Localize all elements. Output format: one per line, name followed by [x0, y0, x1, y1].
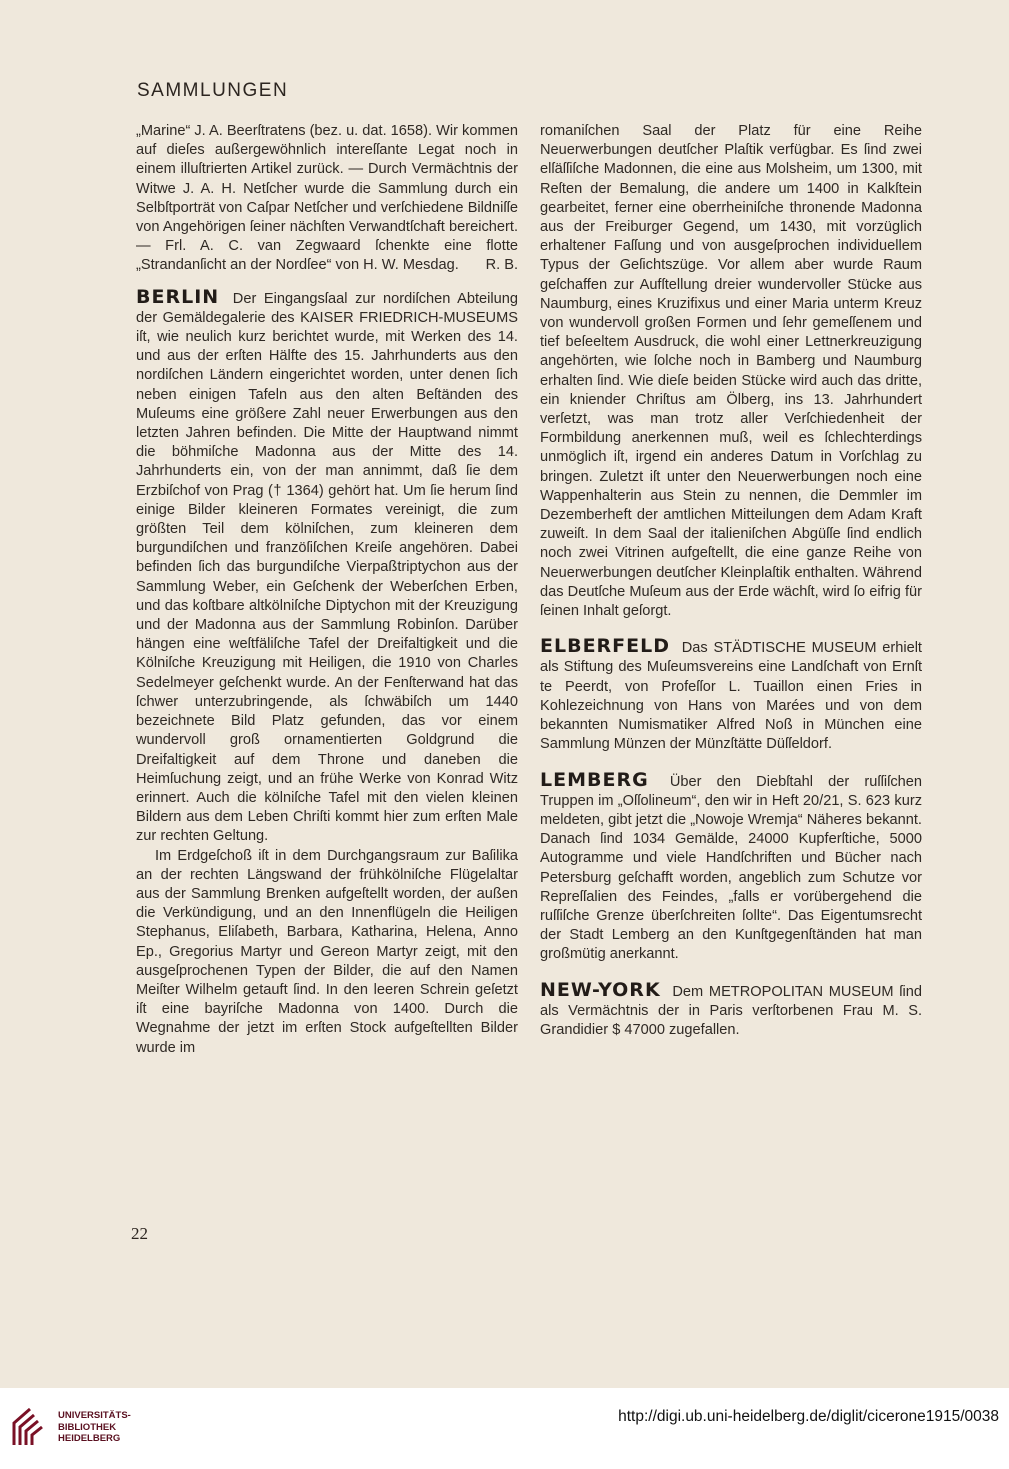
- intro-text: „Marine“ J. A. Beerſtratens (bez. u. dat. 1658). Wir kommen auf dieſes außergewöhnlich intereſſante Legat noch in einem illuſtrierten Artikel zurück. — Durch Vermächtnis der Witwe J. A. H. Netſcher wurde die Sammlung durch ein Selbſtporträt von Caſpar Netſcher und verſchiedene Bildniſſe von Angehörigen ſeiner nächſten Verwandtſchaft bereichert. — Frl. A. C. van Zegwaard ſchenkte eine flotte „Strandanſicht an der Nordſee“ von H. W. Mesdag.: [136, 123, 519, 274]
- elberfeld-text: Das STÄDTISCHE MUSEUM erhielt als Stiftung des Muſeumsvereins eine Landſchaft von Ernſt te Peerdt, von Profeſſor L. Tuaillon einen Fries in Kohlezeichnung von Hans von Marées und von dem bekannten Numismatiker Alfred Noß in München eine Sammlung Münzen der Münzſtätte Düſſeldorf.: [540, 640, 922, 753]
- library-line-1: UNIVERSITÄTS-: [58, 1410, 131, 1421]
- berlin-heading: BERLIN: [136, 285, 220, 308]
- left-column: [136, 122, 518, 1058]
- berlin-section: [136, 285, 519, 847]
- newyork-heading: NEW-YORK: [540, 978, 661, 1001]
- right-column: [540, 122, 922, 1040]
- page-number: 22: [131, 1224, 148, 1243]
- lemberg-section: [540, 768, 922, 965]
- footer-bar: [0, 1388, 1009, 1469]
- lemberg-heading: LEMBERG: [540, 768, 649, 791]
- lemberg-text: Über den Diebſtahl der ruſſiſchen Truppen im „Oſſolineum“, den wir in Heft 20/21, S. 623 kurz meldeten, gibt jetzt die „Nowoje Wremja“ Näheres bekannt. Danach ſind 1034 Gemälde, 24000 Kupferſtiche, 5000 Autogramme und viele Handſchriften und Bücher nach Petersburg geſchafft worden, angeblich zum Schutze vor Repreſſalien des Feindes, „falls er vorübergehend die ruſſiſche Grenze überſchreiten ſollte“. Das Eigentumsrecht der Stadt Lemberg an den Kunſtgegenſtänden hat man großmütig anerkannt.: [540, 773, 922, 963]
- library-line-3: HEIDELBERG: [58, 1433, 121, 1444]
- permalink-url[interactable]: http://digi.ub.uni-heidelberg.de/diglit/cicerone1915/0038: [618, 1408, 999, 1425]
- newyork-section: [540, 978, 922, 1041]
- elberfeld-section: [540, 637, 922, 754]
- library-logo-icon: [10, 1405, 50, 1453]
- berlin-text-1: Der Eingangsſaal zur nordiſchen Abteilung der Gemäldegalerie des KAISER FRIEDRICH-MUSEUMS iſt, wie neulich kurz berichtet wurde, mit Werken des 14. und aus der erſten Hälfte des 15. Jahrhunderts aus den nordiſchen Ländern eingerichtet worden, unter denen ſich neben einigen Tafeln aus den alten Beſtänden des Muſeums eine größere Zahl neuer Erwerbungen aus den letzten Jahren befinden. Die Mitte der Hauptwand nimmt die böhmiſche Madonna aus der Mitte des 14. Jahrhunderts ein, von der man annimmt, daß ſie dem Erzbiſchof von Prag († 1364) gehört hat. Um ſie herum ſind einige Bilder kleineren Formates vereinigt, die zum größten Teil dem kölniſchen, zum kleineren dem burgundiſchen und franzöſiſchen Kreiſe angehören. Dabei befinden ſich das burgundiſche Vierpaßtriptychon aus der Sammlung Weber, ein Geſchenk der Weberſchen Erben, und das koſtbare altkölniſche Diptychon mit der Kreuzigung und der Madonna aus der Sammlung Robinſon. Darüber hängen eine weſtfäliſche Tafel der Dreifaltigkeit und die Kölniſche Kreuzigung mit Heiligen, die 1910 von Charles Sedelmeyer geſchenkt wurde. An der Fenſterwand hat das ſchwer unterzubringende, als ſchwäbiſch um 1440 bezeichnete Bild Platz gefunden, das vor einem wundervoll groß ornamentierten Goldgrund die Dreifaltigkeit auf dem Throne und daneben die Heimſuchung zeigt, und an frühe Werke von Konrad Witz erinnert. Auch die kölniſche Tafel mit den vielen kleinen Bildern aus dem Leben Chriſti kommt hier zum erſten Male zur rechten Geltung.: [136, 290, 519, 845]
- intro-paragraph: [136, 122, 518, 276]
- elberfeld-heading: ELBERFELD: [540, 635, 671, 658]
- running-head: SAMMLUNGEN: [137, 80, 289, 101]
- library-name: [58, 1410, 131, 1445]
- berlin-continued: romaniſchen Saal der Platz für eine Reihe Neuerwerbungen deutſcher Plaſtik verfügbar. Es ſind zwei elſäſſiſche Madonnen, die eine aus Molsheim, um 1300, mit Reſten der Bemalung, die andere um 1400 in Kalkſtein gearbeitet, ferner eine oberrheiniſche thronende Madonna aus der Freiburger Gegend, um 1430, mit vorzüglich erhaltener Faſſung und von ausgeſprochen individuellem Typus der Geſichtszüge. Vor allem aber wurde Raum geſchaffen zur Aufſtellung dreier wundervoller Stücke aus Naumburg, eines Kruzifixus und einer Maria unterm Kreuz von wundervoll großen Formen und ſehr gemeſſenem und tief beſeeltem Ausdruck, die wohl einer Lettnerkreuzigung angehörten, wie ſolche noch in Bamberg und Naumburg erhalten ſind. Wie dieſe beiden Stücke wird auch das dritte, ein kniender Chriſtus am Ölberg, ins 13. Jahrhundert verſetzt, was man trotz aller Verſchiedenheit der Formbildung anerkennen muß, weil es ſchlechterdings unmöglich iſt, irgend ein anderes Datum in Vorſchlag zu bringen. Zuletzt iſt unter den Neuerwerbungen noch eine Wappenhalterin aus Stein zu nennen, die Demmler im Dezemberheft der amtlichen Mitteilungen dem Adam Kraft zuweiſt. In dem Saal der italieniſchen Abgüſſe ſind endlich noch zwei Vitrinen aufgeſtellt, die eine ganze Reihe von Neuerwerbungen deutſcher Kleinplaſtik enthalten. Während das Deutſche Muſeum aus der Erde wächſt, wird ſo eifrig für ſeinen Inhalt geſorgt.: [540, 123, 922, 620]
- library-line-2: BIBLIOTHEK: [58, 1421, 117, 1433]
- newyork-text: Dem METROPOLITAN MUSEUM ſind als Vermächtnis der in Paris verſtorbenen Frau M. S. Grandidier $ 47000 zugefallen.: [540, 983, 922, 1038]
- berlin-paragraph-2: Im Erdgeſchoß iſt in dem Durchgangsraum zur Baſilika an der rechten Längswand der frühkölniſche Flügelaltar aus der Sammlung Brenken aufgeſtellt worden, der außen die Verkündigung, und an den Innenflügeln die Heiligen Stephanus, Eliſabeth, Barbara, Katharina, Helena, Anno Ep., Gregorius Martyr und Gereon Martyr zeigt, mit den ausgeſprochenen Typen der Bilder, die auf den Namen Meiſter Wilhelm getauft ſind. In den leeren Schrein geſetzt iſt eine bayriſche Madonna von 1400. Durch die Wegnahme der jetzt im erſten Stock aufgeſtellten Bilder wurde im: [136, 847, 518, 1056]
- intro-signature: R. B.: [485, 257, 518, 274]
